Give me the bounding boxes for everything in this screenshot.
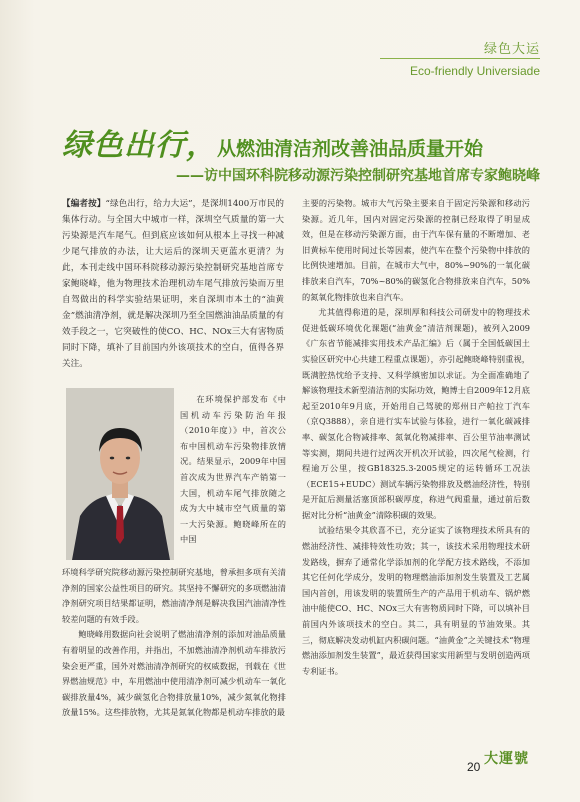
portrait-illustration [66, 388, 174, 560]
side-paragraph [180, 392, 286, 548]
body-paragraph: 尤其值得称道的是，深圳厚和科技公司研发中的物理技术促进低碳环境优化课题(“油黄金”清洁剂课题)，被列入2009《广东省节能减排实用技术产品汇编》后（属于全国低碳国土实验区研究中心共建工程重点课题），亦引起鲍晓峰特别重视，既满腔热忱给予支持、又科学缜密加以求证。为全面准确地了解该物理技术新型清洁剂的实际功效，鲍博士自2009年12月底起至2010年9月底，开始用自己驾驶的郑州日产帕拉丁汽车（京Q3888），亲自进行实车试验与体验，进行一氧化碳减排率、碳氢化合物减排率、氮氧化物减排率、百公里节油率测试等实测，期间共进行过两次开机次开试验，四次尾气检测，行程逾万公里，按GB18325.3-2005规定的运转循环工况法（ECE15+EUDC）测试车辆污染物排放及燃油经济性，特别是开缸后测量活塞顶部积碳厚度，称进气阀重量，通过前后数据对比分析“油黄金”清除积碳的效果。 [302, 307, 530, 520]
right-column-body [302, 196, 530, 679]
section-divider [380, 58, 540, 59]
headline-rest: 从燃油清洁剂改善油品质量开始 [217, 138, 484, 160]
section-label: 绿色大运 [483, 41, 540, 56]
section-label-en: Eco-friendly Universiade [409, 64, 540, 78]
portrait-photo [66, 388, 174, 560]
body-paragraph: 主要的污染物。城市大气污染主要来自于固定污染源和移动污染源。近几年，国内对固定污染源的控制已经取得了明显成效，但是在移动污染源方面，由于汽车保有量的不断增加、老旧黄标车使用时间过长等因素，使汽车在整个污染物中排放的比例快速增加。目前，在城市大气中，80%~90%的一氧化碳排放来自汽车，70%~80%的碳氢化合物排放来自汽车，50%的氮氧化物排放也来自汽车。 [302, 198, 530, 302]
magazine-logo-title: 大運號 [484, 751, 529, 767]
headline-lead: 绿色出行， [62, 128, 217, 163]
editor-note [62, 196, 284, 372]
headline [62, 120, 532, 164]
editor-note-tag: 【编者按】 [62, 199, 106, 209]
page-number: 20 [467, 760, 481, 774]
subtitle: ——访中国环科院移动源污染控制研究基地首席专家鲍晓峰 [176, 168, 540, 184]
magazine-logo [484, 748, 540, 776]
body-paragraph: 试验结果令其欣喜不已，充分证实了该物理技术所具有的燃油经济性、减排特效性功效；其一，该技术采用物理技术研发路线，摒弃了通常化学添加剂的化学配方技术路线，不添加其它任何化学成分，发明的物理燃油添加剂发生装置及工艺属国内首创，用该发明的装置所生产的产品用于机动车、锅炉燃油中能使CO、HC、NOx三大有害物质同时下降，可以填补目前国内外该项技术的空白。其二，具有明显的节油效果。其三，彻底解决发动机缸内积碳问题。“油黄金”之关键技术“物理燃油添加剂发生装置”，最近获得国家实用新型与发明创造两项专利证书。 [302, 525, 530, 676]
body-paragraph: 鲍晓峰用数据向社会说明了燃油清净剂的添加对油品质量有着明显的改善作用，并指出，不加燃油清净剂机动车排放污染会更严重，国外对燃油清净剂研究的权威数据，刊载在《世界燃油规范》中，车用燃油中使用清净剂可减少机动车一氧化碳排放量4%，减少碳氢化合物排放量10%，减少氮氧化物排放量15%。这些排放物，尤其是氮氧化物都是机动车排放的最 [62, 629, 286, 718]
body-paragraph: 环境科学研究院移动源污染控制研究基地，曾承担多项有关清净剂的国家公益性项目的研究。其坚持不懈研究的多项燃油清净剂研究项目结果都证明，燃油清净剂是解决我国汽油清净性较差问题的有效手段。 [62, 567, 286, 624]
side-paragraph-text: 在环境保护部发布《中国机动车污染防治年报（2010年度）》中，首次公布中国机动车污染物排放情况。结果显示，2009年中国首次成为世界汽车产销第一大国，机动车尾气排放随之成为大中城市空气质量的第一大污染源。鲍晓峰所在的中国 [180, 394, 286, 545]
editor-note-text: “绿色出行，给力大运”，是深圳1400万市民的集体行动。与全国大中城市一样，深圳空气质量的第一大污染源是汽车尾气。但到底应该如何从根本上寻找一种减少尾气排放的办法，让大运后的深圳天更蓝水更清？为此，本刊走线中国环科院移动源污染控制研究基地首席专家鲍晓峰，他为物理技术治理机动车尾气排放污染而万里自驾做出的科学实验结果证明，来自深圳市本土的“油黄金”燃油清净剂，就是解决深圳乃至全国燃油油品质量的有效手段之一，它突破性的使CO、HC、NOx三大有害物质同时下降，填补了目前国内外该项技术的空白，值得各界关注。 [62, 199, 284, 369]
left-column-body [62, 565, 286, 721]
